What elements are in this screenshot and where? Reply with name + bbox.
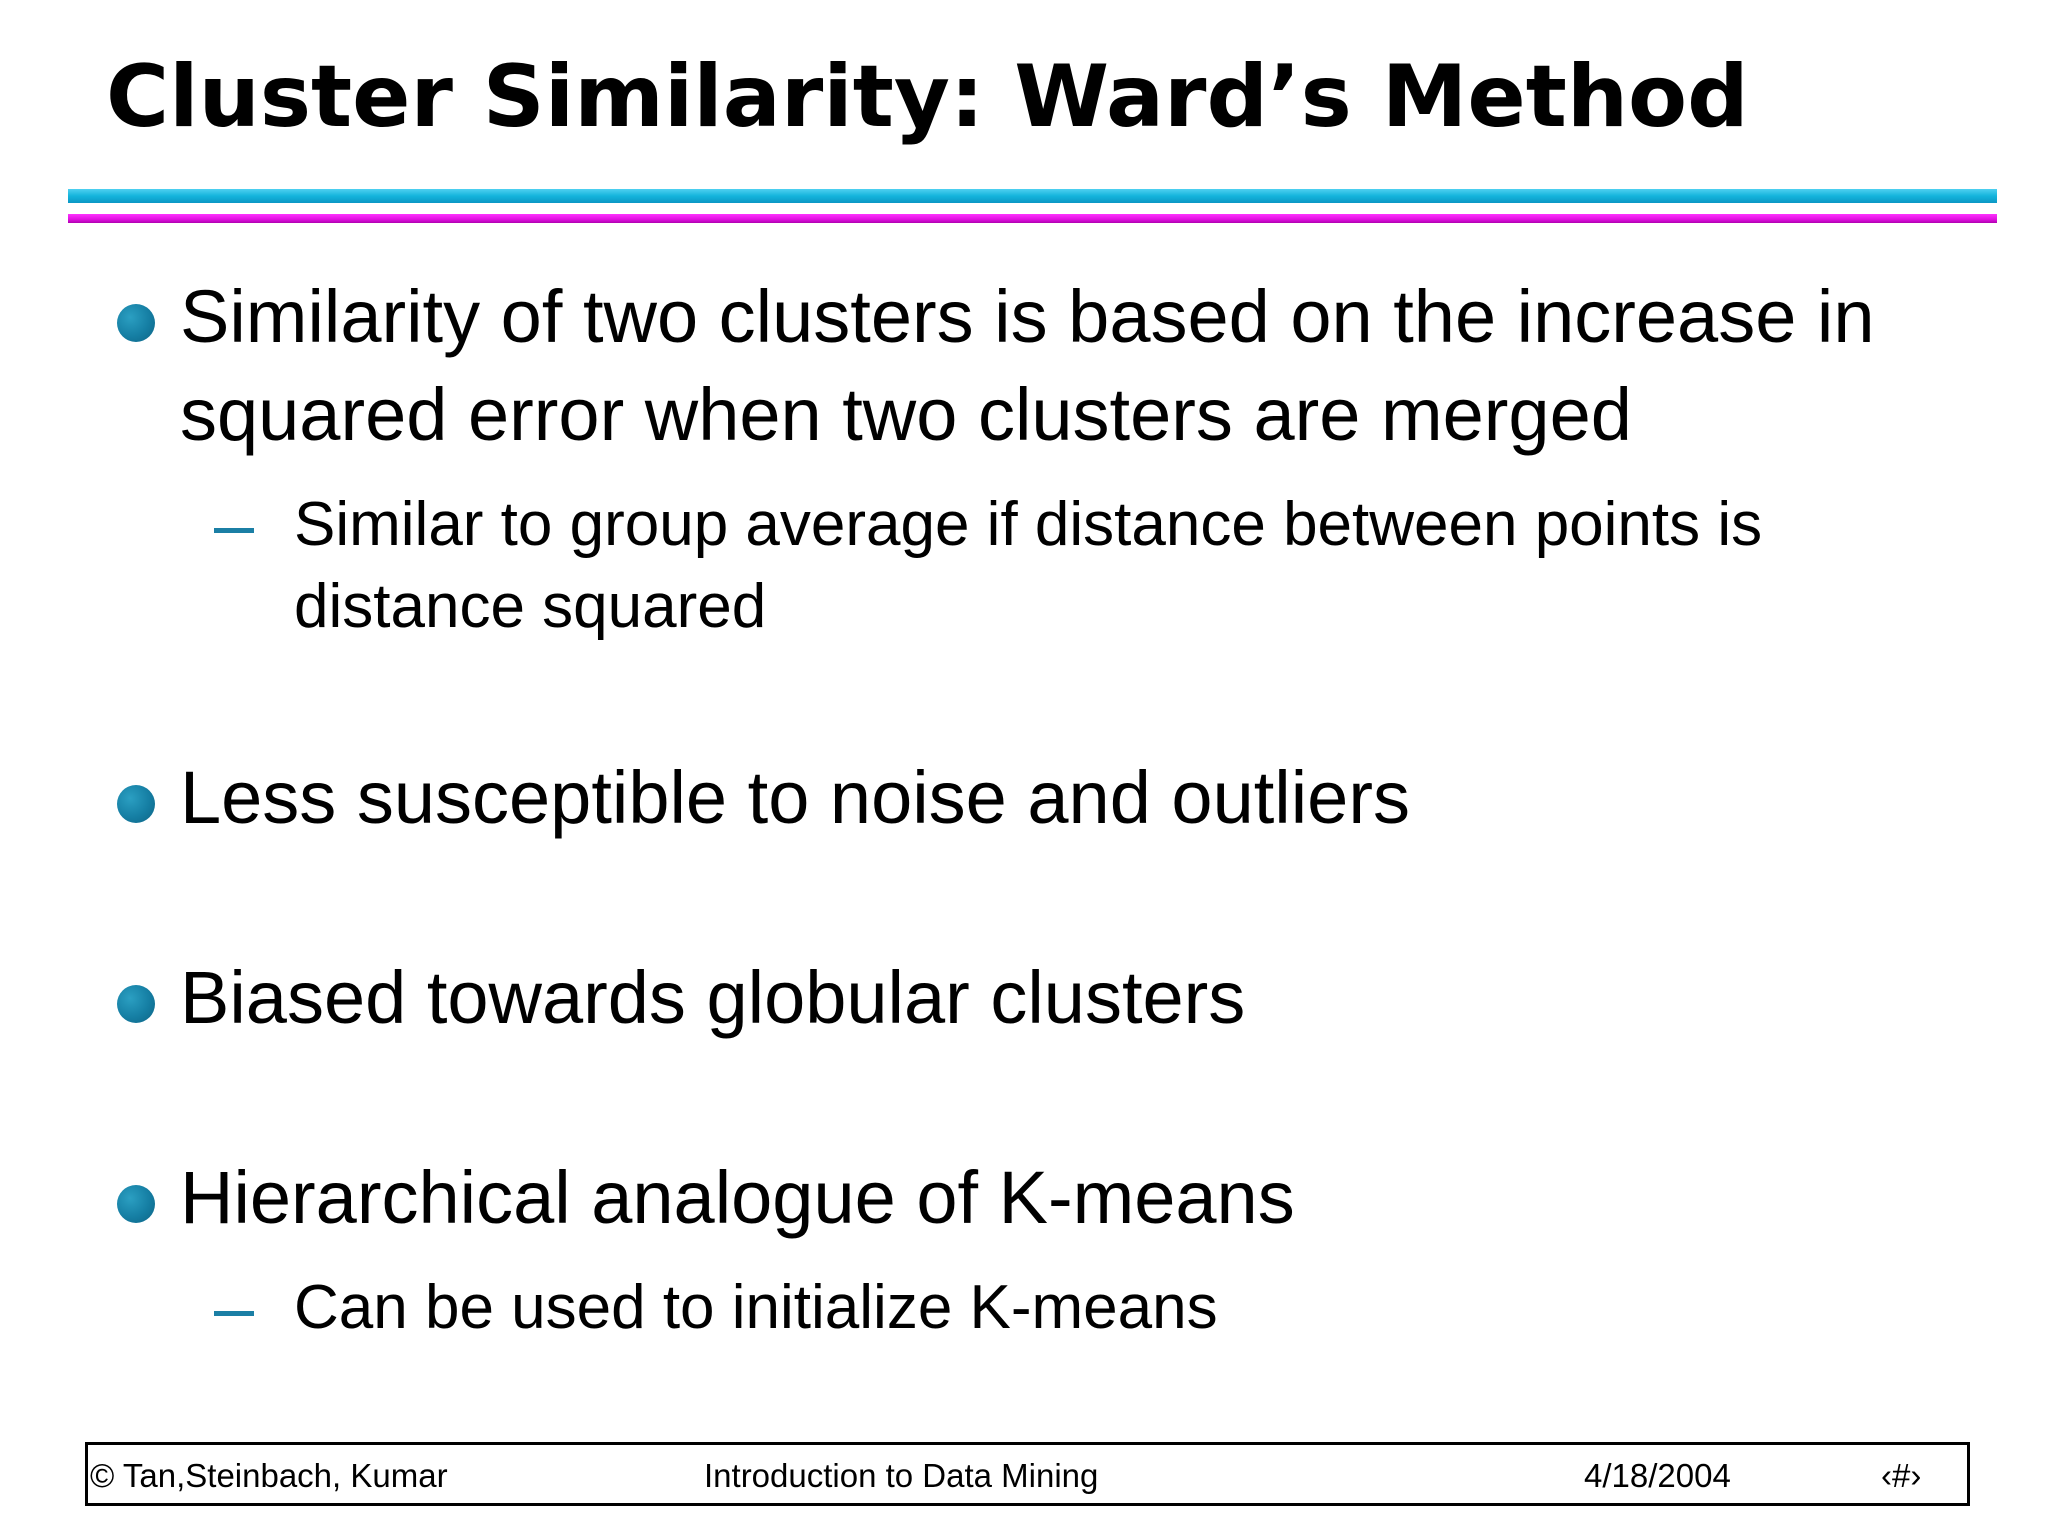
bullet-text: Similarity of two clusters is based on the increase in squared error when two clusters are merged xyxy=(180,275,1875,456)
bullet-dot xyxy=(117,985,155,1023)
slide-footer xyxy=(85,1442,1970,1506)
bullet-dot xyxy=(117,785,155,823)
sub-bullet-text: Similar to group average if distance between points is distance squared xyxy=(294,490,1763,641)
bullet-text: Biased towards globular clusters xyxy=(180,956,1246,1039)
slide-title: Cluster Similarity: Ward’s Method xyxy=(106,47,1749,147)
sub-bullet-text: Can be used to initialize K-means xyxy=(294,1273,1218,1342)
footer-page-number: ‹#› xyxy=(1881,1457,1922,1494)
bullet-dot xyxy=(117,1185,155,1223)
bullet-dot xyxy=(117,304,155,342)
footer-course-title: Introduction to Data Mining xyxy=(704,1457,1099,1494)
bullet-text: Hierarchical analogue of K-means xyxy=(180,1156,1295,1239)
sub-bullet-dash xyxy=(214,1311,254,1316)
sub-bullet-dash xyxy=(214,528,254,533)
footer-copyright: © Tan,Steinbach, Kumar xyxy=(90,1457,448,1494)
footer-date: 4/18/2004 xyxy=(1584,1457,1731,1494)
bullet-text: Less susceptible to noise and outliers xyxy=(180,756,1410,839)
